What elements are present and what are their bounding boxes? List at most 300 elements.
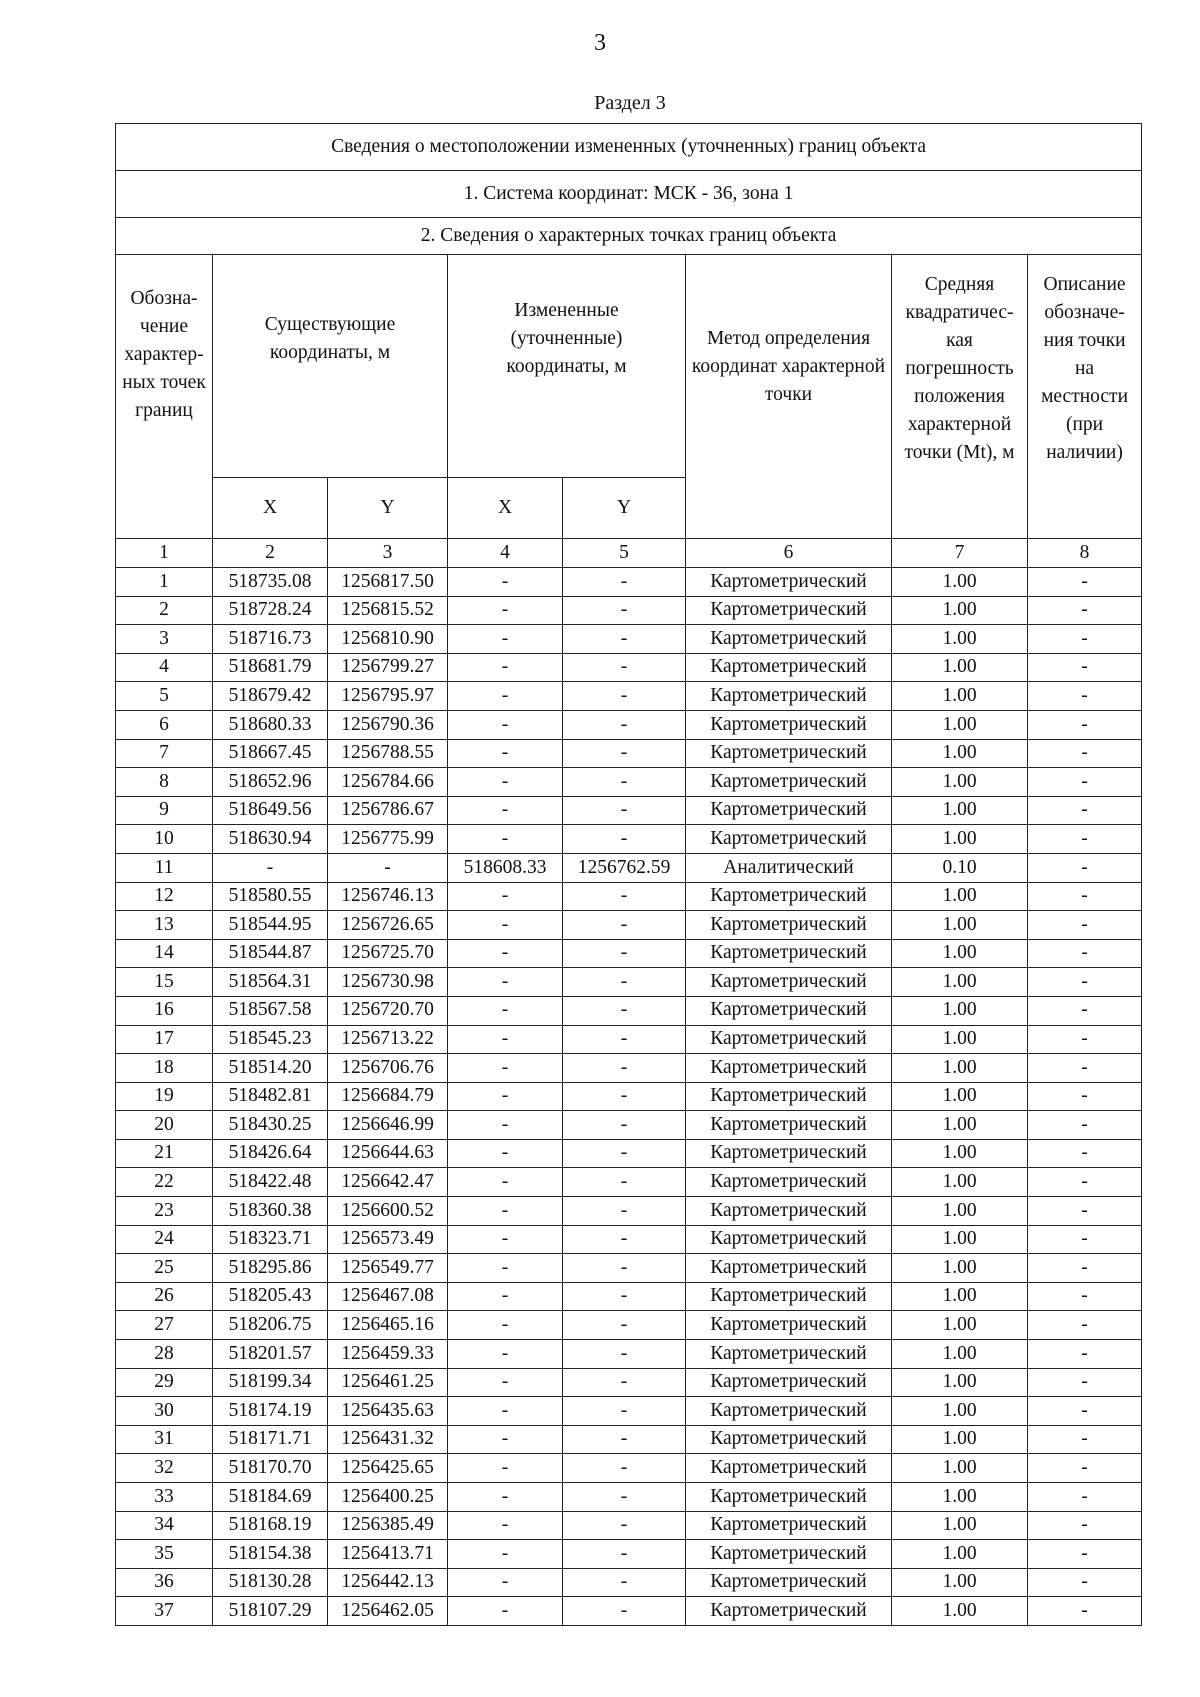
description: - xyxy=(1028,1025,1142,1054)
method: Картометрический xyxy=(686,1025,892,1054)
point-number: 18 xyxy=(116,1054,213,1083)
method: Картометрический xyxy=(686,568,892,597)
existing-y: 1256465.16 xyxy=(328,1311,448,1340)
column-number: 7 xyxy=(892,539,1028,568)
table-row xyxy=(116,1311,1142,1340)
changed-x: 518608.33 xyxy=(448,853,563,882)
method: Картометрический xyxy=(686,1311,892,1340)
method: Картометрический xyxy=(686,1111,892,1140)
error: 1.00 xyxy=(892,1340,1028,1369)
description: - xyxy=(1028,1311,1142,1340)
table-row xyxy=(116,853,1142,882)
changed-x: - xyxy=(448,568,563,597)
header-changed-coordinates: Измененные (уточненные) координаты, м xyxy=(448,255,686,478)
error: 1.00 xyxy=(892,1454,1028,1483)
existing-y: 1256788.55 xyxy=(328,739,448,768)
table-row xyxy=(116,1168,1142,1197)
error: 1.00 xyxy=(892,1225,1028,1254)
existing-x: 518649.56 xyxy=(213,796,328,825)
changed-y: - xyxy=(563,1025,686,1054)
point-number: 22 xyxy=(116,1168,213,1197)
existing-x: 518667.45 xyxy=(213,739,328,768)
error: 1.00 xyxy=(892,1425,1028,1454)
changed-x: - xyxy=(448,1425,563,1454)
error: 1.00 xyxy=(892,1139,1028,1168)
changed-x: - xyxy=(448,625,563,654)
table-row xyxy=(116,996,1142,1025)
changed-y: - xyxy=(563,1597,686,1626)
error: 1.00 xyxy=(892,596,1028,625)
error: 1.00 xyxy=(892,1597,1028,1626)
column-number: 2 xyxy=(213,539,328,568)
existing-x: - xyxy=(213,853,328,882)
changed-y: - xyxy=(563,1340,686,1369)
changed-x: - xyxy=(448,1139,563,1168)
changed-y: - xyxy=(563,1254,686,1283)
error: 1.00 xyxy=(892,653,1028,682)
table-row xyxy=(116,653,1142,682)
changed-x: - xyxy=(448,653,563,682)
point-number: 36 xyxy=(116,1568,213,1597)
existing-x: 518206.75 xyxy=(213,1311,328,1340)
existing-x: 518295.86 xyxy=(213,1254,328,1283)
point-number: 11 xyxy=(116,853,213,882)
table-row xyxy=(116,1340,1142,1369)
error: 1.00 xyxy=(892,1511,1028,1540)
coord-system: 1. Система координат: МСК - 36, зона 1 xyxy=(116,171,1142,218)
existing-y: 1256720.70 xyxy=(328,996,448,1025)
method: Картометрический xyxy=(686,882,892,911)
point-number: 35 xyxy=(116,1540,213,1569)
header-changed-y: Y xyxy=(563,478,686,539)
error: 1.00 xyxy=(892,796,1028,825)
table-row xyxy=(116,796,1142,825)
existing-x: 518679.42 xyxy=(213,682,328,711)
existing-x: 518422.48 xyxy=(213,1168,328,1197)
point-number: 9 xyxy=(116,796,213,825)
point-number: 2 xyxy=(116,596,213,625)
description: - xyxy=(1028,1425,1142,1454)
method: Картометрический xyxy=(686,1139,892,1168)
point-number: 37 xyxy=(116,1597,213,1626)
table-row xyxy=(116,939,1142,968)
existing-y: 1256435.63 xyxy=(328,1397,448,1426)
point-number: 24 xyxy=(116,1225,213,1254)
existing-y: 1256400.25 xyxy=(328,1483,448,1512)
point-number: 5 xyxy=(116,682,213,711)
point-number: 32 xyxy=(116,1454,213,1483)
description: - xyxy=(1028,939,1142,968)
point-number: 29 xyxy=(116,1368,213,1397)
table-title: Сведения о местоположении измененных (уточненных) границ объекта xyxy=(116,124,1142,171)
error: 1.00 xyxy=(892,882,1028,911)
changed-x: - xyxy=(448,1368,563,1397)
changed-x: - xyxy=(448,1454,563,1483)
error: 1.00 xyxy=(892,911,1028,940)
existing-y: 1256746.13 xyxy=(328,882,448,911)
table-row xyxy=(116,1540,1142,1569)
table-row xyxy=(116,710,1142,739)
point-number: 6 xyxy=(116,710,213,739)
method: Картометрический xyxy=(686,1254,892,1283)
point-number: 28 xyxy=(116,1340,213,1369)
point-number: 23 xyxy=(116,1197,213,1226)
existing-y: 1256817.50 xyxy=(328,568,448,597)
changed-y: - xyxy=(563,1054,686,1083)
header-designation: Обозна-чение характер-ных точек границ xyxy=(116,255,213,539)
changed-x: - xyxy=(448,939,563,968)
existing-x: 518205.43 xyxy=(213,1282,328,1311)
point-number: 8 xyxy=(116,768,213,797)
error: 1.00 xyxy=(892,1054,1028,1083)
method: Картометрический xyxy=(686,596,892,625)
existing-y: 1256425.65 xyxy=(328,1454,448,1483)
existing-y: 1256799.27 xyxy=(328,653,448,682)
table-row xyxy=(116,596,1142,625)
existing-x: 518171.71 xyxy=(213,1425,328,1454)
description: - xyxy=(1028,1568,1142,1597)
point-number: 7 xyxy=(116,739,213,768)
table-row xyxy=(116,1197,1142,1226)
changed-y: - xyxy=(563,882,686,911)
changed-y: - xyxy=(563,1540,686,1569)
changed-y: - xyxy=(563,1511,686,1540)
description: - xyxy=(1028,596,1142,625)
changed-y: - xyxy=(563,1568,686,1597)
method: Картометрический xyxy=(686,1568,892,1597)
error: 1.00 xyxy=(892,996,1028,1025)
error: 1.00 xyxy=(892,1368,1028,1397)
changed-x: - xyxy=(448,796,563,825)
method: Картометрический xyxy=(686,1368,892,1397)
changed-y: - xyxy=(563,1311,686,1340)
point-number: 16 xyxy=(116,996,213,1025)
error: 0.10 xyxy=(892,853,1028,882)
column-number: 5 xyxy=(563,539,686,568)
method: Картометрический xyxy=(686,1225,892,1254)
method: Картометрический xyxy=(686,1340,892,1369)
changed-y: - xyxy=(563,739,686,768)
changed-x: - xyxy=(448,1111,563,1140)
method: Картометрический xyxy=(686,1168,892,1197)
existing-x: 518564.31 xyxy=(213,968,328,997)
error: 1.00 xyxy=(892,1254,1028,1283)
changed-y: - xyxy=(563,710,686,739)
existing-y: 1256462.05 xyxy=(328,1597,448,1626)
method: Картометрический xyxy=(686,710,892,739)
existing-x: 518580.55 xyxy=(213,882,328,911)
existing-y: 1256459.33 xyxy=(328,1340,448,1369)
changed-y: - xyxy=(563,1168,686,1197)
point-number: 13 xyxy=(116,911,213,940)
description: - xyxy=(1028,1540,1142,1569)
existing-x: 518544.87 xyxy=(213,939,328,968)
column-number: 4 xyxy=(448,539,563,568)
changed-y: - xyxy=(563,796,686,825)
error: 1.00 xyxy=(892,739,1028,768)
table-row xyxy=(116,1597,1142,1626)
existing-y: 1256413.71 xyxy=(328,1540,448,1569)
changed-y: - xyxy=(563,1139,686,1168)
changed-y: - xyxy=(563,1368,686,1397)
changed-x: - xyxy=(448,1225,563,1254)
method: Картометрический xyxy=(686,739,892,768)
existing-y: 1256442.13 xyxy=(328,1568,448,1597)
header-changed-x: X xyxy=(448,478,563,539)
column-number: 6 xyxy=(686,539,892,568)
header-existing-y: Y xyxy=(328,478,448,539)
existing-x: 518728.24 xyxy=(213,596,328,625)
changed-x: - xyxy=(448,1397,563,1426)
method: Картометрический xyxy=(686,1425,892,1454)
existing-x: 518514.20 xyxy=(213,1054,328,1083)
existing-x: 518482.81 xyxy=(213,1082,328,1111)
table-row xyxy=(116,1511,1142,1540)
description: - xyxy=(1028,1054,1142,1083)
method: Картометрический xyxy=(686,939,892,968)
changed-x: - xyxy=(448,1540,563,1569)
existing-x: 518680.33 xyxy=(213,710,328,739)
existing-x: 518681.79 xyxy=(213,653,328,682)
description: - xyxy=(1028,1454,1142,1483)
existing-y: 1256644.63 xyxy=(328,1139,448,1168)
description: - xyxy=(1028,1483,1142,1512)
header-existing-coordinates: Существующие координаты, м xyxy=(213,255,448,478)
method: Картометрический xyxy=(686,1054,892,1083)
existing-y: 1256786.67 xyxy=(328,796,448,825)
header-method: Метод определения координат характерной точки xyxy=(686,255,892,539)
method: Картометрический xyxy=(686,1511,892,1540)
existing-y: 1256790.36 xyxy=(328,710,448,739)
existing-x: 518154.38 xyxy=(213,1540,328,1569)
description: - xyxy=(1028,911,1142,940)
method: Картометрический xyxy=(686,1540,892,1569)
changed-x: - xyxy=(448,1597,563,1626)
existing-x: 518107.29 xyxy=(213,1597,328,1626)
description: - xyxy=(1028,1139,1142,1168)
changed-y: - xyxy=(563,1397,686,1426)
existing-x: 518716.73 xyxy=(213,625,328,654)
table-row xyxy=(116,768,1142,797)
table-row xyxy=(116,1111,1142,1140)
existing-y: 1256642.47 xyxy=(328,1168,448,1197)
point-number: 12 xyxy=(116,882,213,911)
changed-x: - xyxy=(448,739,563,768)
error: 1.00 xyxy=(892,1282,1028,1311)
existing-x: 518545.23 xyxy=(213,1025,328,1054)
point-number: 14 xyxy=(116,939,213,968)
error: 1.00 xyxy=(892,710,1028,739)
error: 1.00 xyxy=(892,1540,1028,1569)
point-number: 15 xyxy=(116,968,213,997)
point-number: 25 xyxy=(116,1254,213,1283)
changed-y: - xyxy=(563,568,686,597)
changed-x: - xyxy=(448,1311,563,1340)
description: - xyxy=(1028,739,1142,768)
changed-x: - xyxy=(448,996,563,1025)
existing-y: 1256385.49 xyxy=(328,1511,448,1540)
table-row xyxy=(116,1054,1142,1083)
description: - xyxy=(1028,1168,1142,1197)
error: 1.00 xyxy=(892,1082,1028,1111)
error: 1.00 xyxy=(892,568,1028,597)
description: - xyxy=(1028,796,1142,825)
description: - xyxy=(1028,1597,1142,1626)
coord-system-row xyxy=(116,171,1142,218)
description: - xyxy=(1028,653,1142,682)
method: Картометрический xyxy=(686,653,892,682)
description: - xyxy=(1028,996,1142,1025)
changed-y: - xyxy=(563,768,686,797)
description: - xyxy=(1028,1397,1142,1426)
existing-x: 518426.64 xyxy=(213,1139,328,1168)
table-row xyxy=(116,1425,1142,1454)
changed-y: - xyxy=(563,1082,686,1111)
changed-y: - xyxy=(563,1483,686,1512)
error: 1.00 xyxy=(892,825,1028,854)
table-row xyxy=(116,1139,1142,1168)
table-row xyxy=(116,568,1142,597)
changed-y: - xyxy=(563,1225,686,1254)
method: Картометрический xyxy=(686,968,892,997)
table-row xyxy=(116,739,1142,768)
description: - xyxy=(1028,682,1142,711)
existing-y: 1256684.79 xyxy=(328,1082,448,1111)
existing-x: 518168.19 xyxy=(213,1511,328,1540)
changed-y: - xyxy=(563,1425,686,1454)
changed-y: - xyxy=(563,911,686,940)
existing-y: 1256467.08 xyxy=(328,1282,448,1311)
method: Картометрический xyxy=(686,625,892,654)
changed-y: - xyxy=(563,968,686,997)
header-error: Средняя квадратичес-кая погрешность положения характерной точки (Mt), м xyxy=(892,255,1028,539)
method: Картометрический xyxy=(686,825,892,854)
points-heading-row xyxy=(116,218,1142,255)
existing-x: 518174.19 xyxy=(213,1397,328,1426)
existing-y: 1256784.66 xyxy=(328,768,448,797)
point-number: 4 xyxy=(116,653,213,682)
description: - xyxy=(1028,882,1142,911)
changed-x: - xyxy=(448,1340,563,1369)
existing-x: 518184.69 xyxy=(213,1483,328,1512)
header-row xyxy=(116,255,1142,478)
method: Картометрический xyxy=(686,796,892,825)
changed-y: - xyxy=(563,653,686,682)
existing-y: 1256795.97 xyxy=(328,682,448,711)
changed-x: - xyxy=(448,682,563,711)
changed-x: - xyxy=(448,1025,563,1054)
changed-x: - xyxy=(448,1168,563,1197)
boundary-points-table xyxy=(115,123,1142,1626)
method: Картометрический xyxy=(686,1397,892,1426)
table-row xyxy=(116,1454,1142,1483)
point-number: 17 xyxy=(116,1025,213,1054)
column-number: 8 xyxy=(1028,539,1142,568)
changed-y: - xyxy=(563,596,686,625)
method: Картометрический xyxy=(686,1454,892,1483)
error: 1.00 xyxy=(892,1025,1028,1054)
description: - xyxy=(1028,825,1142,854)
column-number: 3 xyxy=(328,539,448,568)
table-row xyxy=(116,1282,1142,1311)
changed-x: - xyxy=(448,911,563,940)
existing-x: 518735.08 xyxy=(213,568,328,597)
table-row xyxy=(116,1225,1142,1254)
method: Картометрический xyxy=(686,768,892,797)
description: - xyxy=(1028,1225,1142,1254)
column-number: 1 xyxy=(116,539,213,568)
existing-x: 518630.94 xyxy=(213,825,328,854)
changed-y: - xyxy=(563,1282,686,1311)
point-number: 19 xyxy=(116,1082,213,1111)
existing-y: 1256713.22 xyxy=(328,1025,448,1054)
changed-y: - xyxy=(563,625,686,654)
point-number: 21 xyxy=(116,1139,213,1168)
description: - xyxy=(1028,853,1142,882)
existing-x: 518360.38 xyxy=(213,1197,328,1226)
method: Картометрический xyxy=(686,911,892,940)
point-number: 20 xyxy=(116,1111,213,1140)
existing-x: 518170.70 xyxy=(213,1454,328,1483)
point-number: 26 xyxy=(116,1282,213,1311)
existing-y: 1256461.25 xyxy=(328,1368,448,1397)
error: 1.00 xyxy=(892,1311,1028,1340)
table-row xyxy=(116,825,1142,854)
description: - xyxy=(1028,1282,1142,1311)
changed-y: - xyxy=(563,825,686,854)
existing-y: 1256706.76 xyxy=(328,1054,448,1083)
table-row xyxy=(116,1397,1142,1426)
error: 1.00 xyxy=(892,1111,1028,1140)
point-number: 34 xyxy=(116,1511,213,1540)
description: - xyxy=(1028,1511,1142,1540)
existing-x: 518544.95 xyxy=(213,911,328,940)
existing-x: 518323.71 xyxy=(213,1225,328,1254)
existing-y: 1256725.70 xyxy=(328,939,448,968)
method: Картометрический xyxy=(686,1082,892,1111)
existing-y: 1256775.99 xyxy=(328,825,448,854)
description: - xyxy=(1028,1340,1142,1369)
table-row xyxy=(116,1483,1142,1512)
changed-y: - xyxy=(563,1111,686,1140)
method: Картометрический xyxy=(686,682,892,711)
existing-y: 1256810.90 xyxy=(328,625,448,654)
column-number-row xyxy=(116,539,1142,568)
changed-x: - xyxy=(448,1054,563,1083)
table-row xyxy=(116,1368,1142,1397)
description: - xyxy=(1028,625,1142,654)
description: - xyxy=(1028,710,1142,739)
existing-y: 1256815.52 xyxy=(328,596,448,625)
existing-y: 1256600.52 xyxy=(328,1197,448,1226)
table-row xyxy=(116,1025,1142,1054)
table-row xyxy=(116,882,1142,911)
section-title: Раздел 3 xyxy=(594,92,666,114)
error: 1.00 xyxy=(892,1483,1028,1512)
existing-x: 518199.34 xyxy=(213,1368,328,1397)
page-number: 3 xyxy=(594,30,606,56)
description: - xyxy=(1028,1197,1142,1226)
table-row xyxy=(116,1254,1142,1283)
method: Картометрический xyxy=(686,1282,892,1311)
method: Картометрический xyxy=(686,996,892,1025)
error: 1.00 xyxy=(892,682,1028,711)
changed-x: - xyxy=(448,1082,563,1111)
error: 1.00 xyxy=(892,768,1028,797)
table-row xyxy=(116,1568,1142,1597)
changed-x: - xyxy=(448,882,563,911)
existing-y: - xyxy=(328,853,448,882)
